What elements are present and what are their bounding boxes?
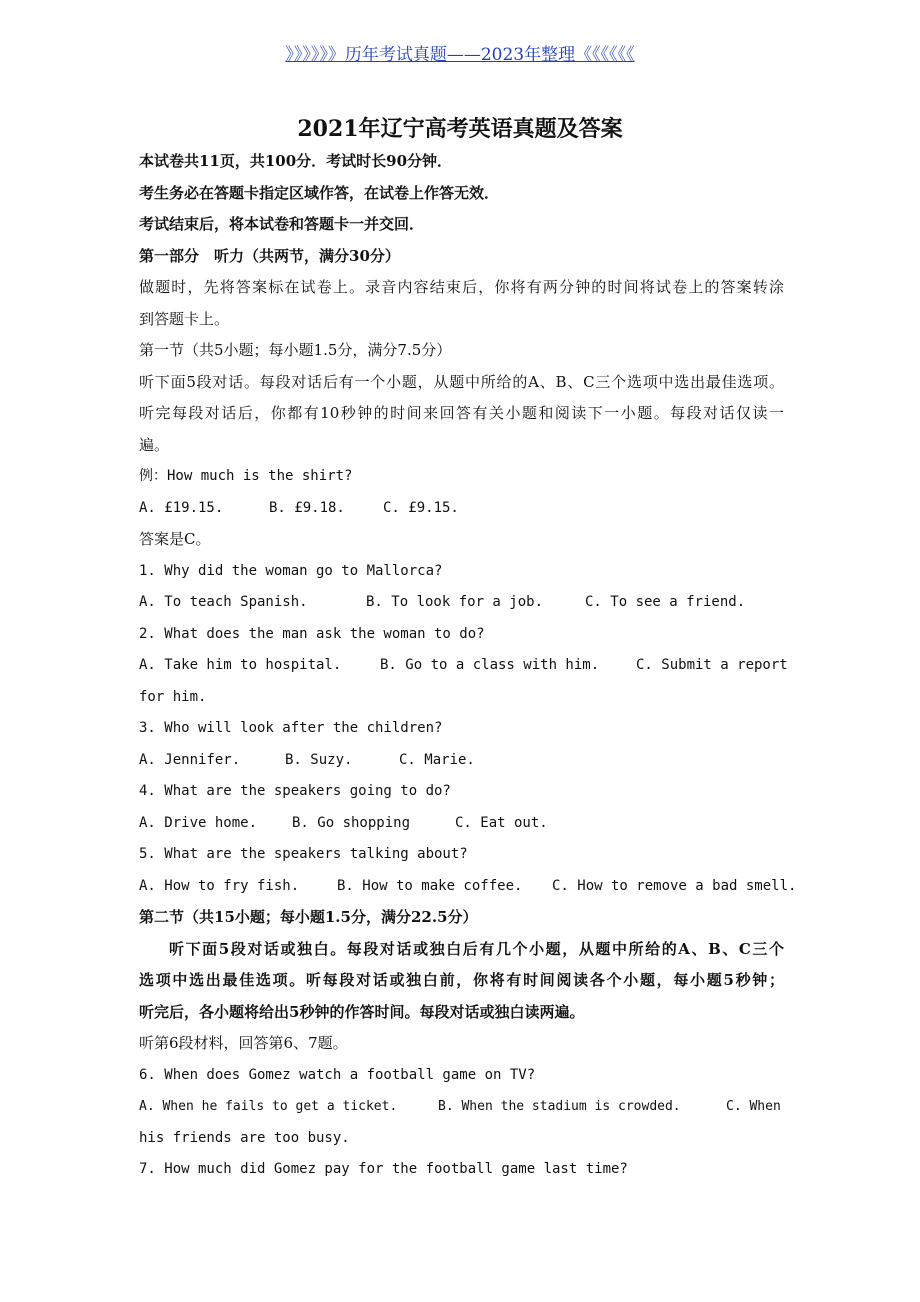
question: 3. Who will look after the children? xyxy=(139,720,443,736)
example-options xyxy=(139,493,784,525)
question: 6. When does Gomez watch a football game on TV? xyxy=(139,1066,536,1083)
section1-heading: 第一节（共5小题；每小题1.5分，满分7.5分） xyxy=(139,341,452,359)
paragraph-line: 听下面5段对话或独白。每段对话或独白后有几个小题，从题中所给的A、B、C三个 xyxy=(169,939,784,958)
question: 2. What does the man ask the woman to do? xyxy=(139,625,485,642)
option: A. Take him to hospital. xyxy=(139,657,342,673)
question-options xyxy=(139,871,797,903)
question: 7. How much did Gomez pay for the football game last time? xyxy=(139,1161,628,1177)
paragraph-line: 听完每段对话后，你都有10秒钟的时间来回答有关小题和阅读下一小题。每段对话仅读一 xyxy=(139,404,784,422)
option: B. Go shopping xyxy=(292,814,411,831)
option: A. Drive home. xyxy=(139,814,258,831)
example-question: 例：How much is the shirt? xyxy=(139,468,353,484)
header-link[interactable]: 》》》》》》历年考试真题——2023年整理《《《《《《 xyxy=(285,45,635,65)
paragraph-line: 遍。 xyxy=(139,435,170,454)
part1-heading: 第一部分 听力（共两节，满分30分） xyxy=(139,246,400,265)
option: A. How to fry fish. xyxy=(139,877,300,894)
document-body xyxy=(139,146,797,1186)
option: C. £9.15. xyxy=(383,499,459,516)
page-title: 2021年辽宁高考英语真题及答案 xyxy=(297,116,623,142)
question-options xyxy=(139,745,784,777)
option: A. £19.15. xyxy=(139,499,224,516)
paragraph-line: 到答题卡上。 xyxy=(139,309,230,328)
example-answer: 答案是C。 xyxy=(139,530,211,548)
question: 4. What are the speakers going to do? xyxy=(139,783,451,799)
question: 5. What are the speakers talking about? xyxy=(139,846,468,862)
option: B. When the stadium is crowded. xyxy=(438,1099,681,1114)
paragraph-line: 做题时，先将答案标在试卷上。录音内容结束后，你将有两分钟的时间将试卷上的答案转涂 xyxy=(139,278,784,296)
option-continuation: for him. xyxy=(139,688,207,705)
option-continuation: his friends are too busy. xyxy=(139,1129,350,1146)
question-options xyxy=(139,587,784,619)
option: C. Submit a report xyxy=(636,657,788,673)
instruction-line: 考试结束后，将本试卷和答题卡一并交回． xyxy=(139,215,425,233)
option: B. Go to a class with him. xyxy=(380,657,600,673)
option: A. To teach Spanish. xyxy=(139,594,308,610)
question-options xyxy=(139,808,784,840)
paragraph-line: 听完后，各小题将给出5秒钟的作答时间。每段对话或独白读两遍。 xyxy=(139,1002,585,1021)
question-options xyxy=(139,1091,784,1123)
option: B. Suzy. xyxy=(285,751,353,768)
option: B. How to make coffee. xyxy=(337,877,523,894)
question-options xyxy=(139,650,788,682)
option: A. Jennifer. xyxy=(139,751,241,768)
option: C. When xyxy=(726,1099,781,1114)
option: C. How to remove a bad smell. xyxy=(552,877,797,894)
option: B. To look for a job. xyxy=(366,594,544,610)
paragraph-line: 选项中选出最佳选项。听每段对话或独白前，你将有时间阅读各个小题，每小题5秒钟； xyxy=(139,971,784,989)
instruction-line: 本试卷共11页，共100分．考试时长90分钟． xyxy=(139,152,453,170)
material-intro: 听第6段材料，回答第6、7题。 xyxy=(139,1034,348,1052)
section2-heading: 第二节（共15小题；每小题1.5分，满分22.5分） xyxy=(139,908,478,926)
option: C. Eat out. xyxy=(455,814,548,831)
option: C. Marie. xyxy=(399,751,475,768)
question: 1. Why did the woman go to Mallorca? xyxy=(139,562,443,579)
option: A. When he fails to get a ticket. xyxy=(139,1099,398,1114)
option: B. £9.18. xyxy=(269,499,345,516)
instruction-line: 考生务必在答题卡指定区域作答，在试卷上作答无效． xyxy=(139,183,500,202)
paragraph-line: 听下面5段对话。每段对话后有一个小题，从题中所给的A、B、C三个选项中选出最佳选项。 xyxy=(139,372,784,391)
option: C. To see a friend. xyxy=(585,594,746,610)
